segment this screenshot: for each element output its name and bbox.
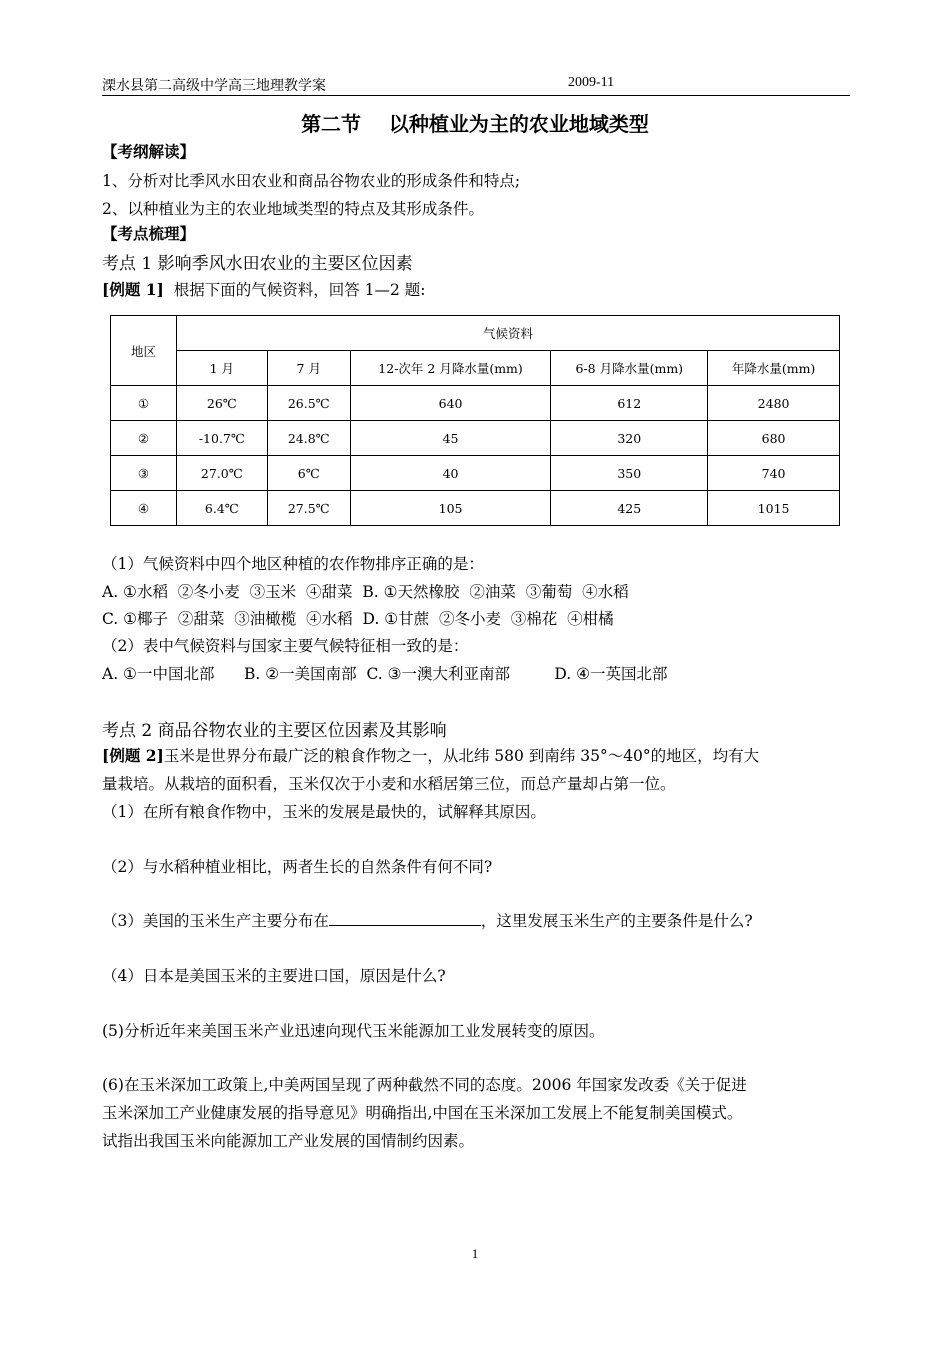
- kaodian-1-title: 考点 1 影响季风水田农业的主要区位因素: [102, 254, 413, 274]
- question-3-suffix: ，这里发展玉米生产的主要条件是什么?: [480, 912, 753, 930]
- table-col-header: 1 月: [176, 351, 267, 386]
- example-2-question-5: (5)分析近年来美国玉米产业迅速向现代玉米能源加工业发展转变的原因。: [102, 1022, 605, 1040]
- table-cell: 105: [350, 491, 551, 526]
- example-2-text: 玉米是世界分布最广泛的粮食作物之一，从北纬 580 到南纬 35°～40°的地区，均有大: [163, 747, 760, 765]
- answer-blank: [329, 911, 481, 926]
- table-cell: 6℃: [267, 456, 350, 491]
- table-cell: 40: [350, 456, 551, 491]
- table-cell: 26℃: [176, 386, 267, 421]
- example-1: [102, 278, 426, 300]
- question-2-stem: （2）表中气候资料与国家主要气候特征相一致的是：: [102, 637, 469, 655]
- page-header: [102, 73, 850, 96]
- example-1-label: [例题 1]: [102, 280, 164, 299]
- example-2-question-6-line-2: 玉米深加工产业健康发展的指导意见》明确指出,中国在玉米深加工发展上不能复制美国模式。: [102, 1104, 743, 1122]
- table-cell: 27.5℃: [267, 491, 350, 526]
- climate-table: [110, 315, 840, 526]
- table-header-region: 地区: [111, 316, 177, 386]
- table-cell: -10.7℃: [176, 421, 267, 456]
- example-2-line-1: [102, 744, 759, 766]
- kaodian-2-title: 考点 2 商品谷物农业的主要区位因素及其影响: [102, 721, 447, 741]
- table-cell: 320: [551, 421, 708, 456]
- table-cell: 24.8℃: [267, 421, 350, 456]
- question-2-options: A. ①一中国北部 B. ②一美国南部 C. ③一澳大利亚南部 D. ④一英国北部: [102, 665, 668, 683]
- table-cell: 740: [708, 456, 840, 491]
- table-cell: 27.0℃: [176, 456, 267, 491]
- table-cell: 612: [551, 386, 708, 421]
- table-header-row: [111, 316, 840, 351]
- example-2-question-6-line-3: 试指出我国玉米向能源加工产业发展的国情制约因素。: [102, 1132, 475, 1150]
- table-header-climate: 气候资料: [176, 316, 839, 351]
- table-cell: 6.4℃: [176, 491, 267, 526]
- table-cell: 26.5℃: [267, 386, 350, 421]
- table-col-header: 年降水量(mm): [708, 351, 840, 386]
- question-1-options-cd: C. ①椰子 ②甜菜 ③油橄榄 ④水稻 D. ①甘蔗 ②冬小麦 ③棉花 ④柑橘: [102, 610, 614, 628]
- example-2-line-2: 量栽培。从栽培的面积看，玉米仅次于小麦和水稻居第三位，而总产量却占第一位。: [102, 775, 676, 793]
- example-2-label: [例题 2]: [102, 746, 164, 765]
- example-2-question-1: （1）在所有粮食作物中，玉米的发展是最快的，试解释其原因。: [102, 803, 546, 821]
- table-cell: 425: [551, 491, 708, 526]
- table-col-header: 12-次年 2 月降水量(mm): [350, 351, 551, 386]
- example-2-question-2: （2）与水稻种植业相比，两者生长的自然条件有何不同?: [102, 858, 493, 876]
- outline-item-2: 2、以种植业为主的农业地域类型的特点及其形成条件。: [102, 200, 484, 218]
- table-cell: 2480: [708, 386, 840, 421]
- table-col-header: 7 月: [267, 351, 350, 386]
- table-cell: 1015: [708, 491, 840, 526]
- example-2-question-3: [102, 909, 753, 931]
- example-2-question-4: （4）日本是美国玉米的主要进口国，原因是什么?: [102, 967, 446, 985]
- question-1-options-ab: A. ①水稻 ②冬小麦 ③玉米 ④甜菜 B. ①天然橡胶 ②油菜 ③葡萄 ④水稻: [102, 583, 629, 601]
- table-cell: ②: [111, 421, 177, 456]
- table-cell: 350: [551, 456, 708, 491]
- question-1-stem: （1）气候资料中四个地区种植的农作物排序正确的是：: [102, 555, 484, 573]
- page-title: 第二节 以种植业为主的农业地域类型: [301, 112, 649, 136]
- table-cell: 640: [350, 386, 551, 421]
- header-date: 2009-11: [568, 75, 615, 90]
- table-row: [111, 491, 840, 526]
- table-col-header: 6-8 月降水量(mm): [551, 351, 708, 386]
- table-cell: ③: [111, 456, 177, 491]
- section-heading-review: 【考点梳理】: [102, 225, 196, 243]
- table-cell: 680: [708, 421, 840, 456]
- table-cell: ④: [111, 491, 177, 526]
- outline-item-1: 1、分析对比季风水田农业和商品谷物农业的形成条件和特点;: [102, 172, 521, 190]
- section-heading-outline: 【考纲解读】: [102, 143, 196, 161]
- page-number: 1: [471, 1246, 479, 1261]
- table-row: [111, 386, 840, 421]
- table-subheader-row: [111, 351, 840, 386]
- header-school: 溧水县第二高级中学高三地理教学案: [102, 79, 326, 94]
- table-row: [111, 456, 840, 491]
- example-2-question-6-line-1: (6)在玉米深加工政策上,中美两国呈现了两种截然不同的态度。2006 年国家发改委《关于促进: [102, 1076, 747, 1094]
- table-row: [111, 421, 840, 456]
- table-cell: 45: [350, 421, 551, 456]
- table-cell: ①: [111, 386, 177, 421]
- question-3-prefix: （3）美国的玉米生产主要分布在: [102, 912, 329, 930]
- example-1-text: 根据下面的气候资料，回答 1—2 题:: [163, 281, 426, 299]
